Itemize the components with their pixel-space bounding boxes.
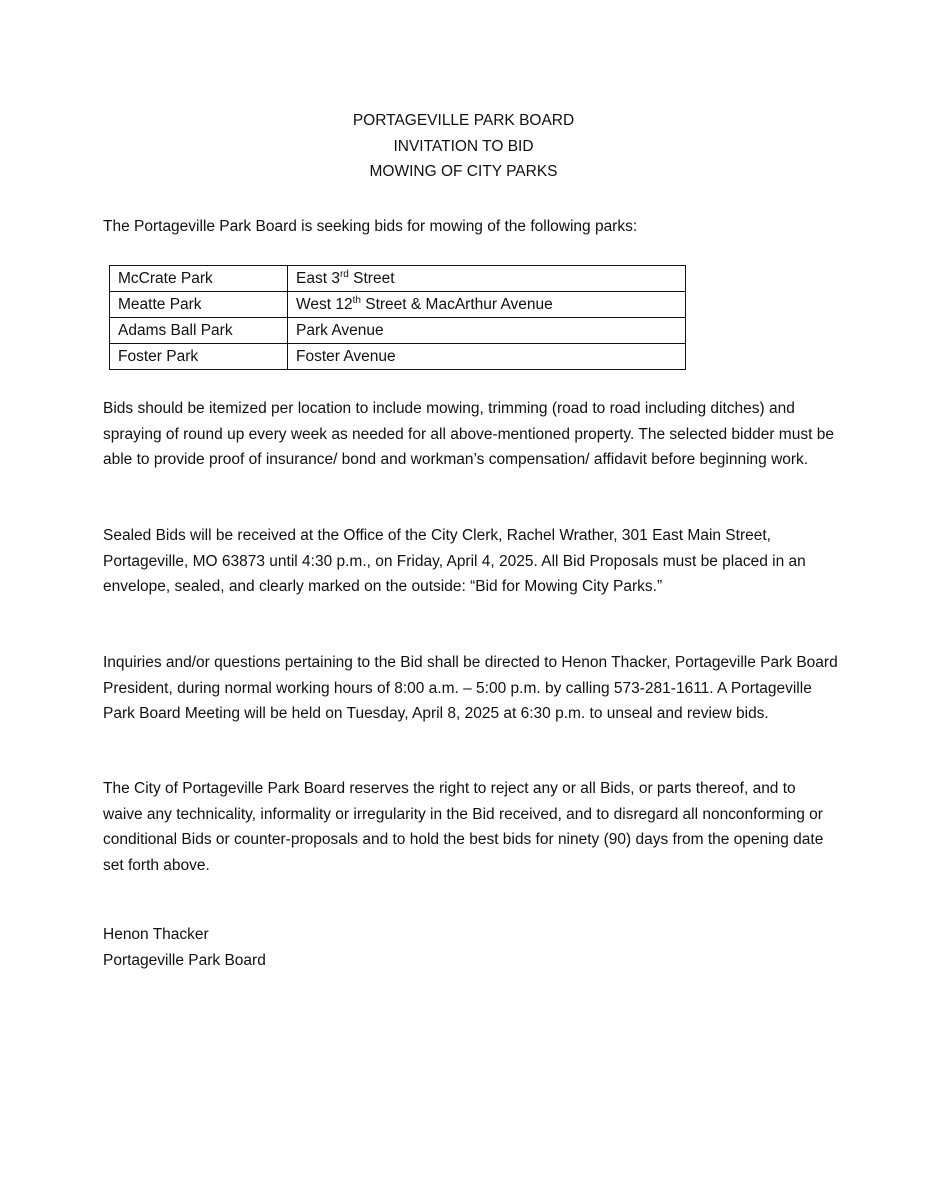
- table-row: [110, 292, 686, 318]
- park-name: Adams Ball Park: [110, 318, 288, 344]
- signatory-name: Henon Thacker: [103, 926, 209, 943]
- inquiries-paragraph: Inquiries and/or questions pertaining to the Bid shall be directed to Henon Thacker, Portageville Park Board President, during normal working hours of 8:00 a.m. – 5:00 p.m. by calling 573-281-1611. A Portageville Park Board Meeting will be held on Tuesday, April 8, 2025 at 6:30 p.m. to unseal and review bids.: [103, 654, 838, 722]
- location-ordinal: th: [352, 294, 361, 306]
- table-row: [110, 318, 686, 344]
- header-organization: PORTAGEVILLE PARK BOARD: [352, 112, 575, 129]
- park-location: [288, 344, 686, 370]
- rights-reserved-paragraph: The City of Portageville Park Board reserves the right to reject any or all Bids, or parts thereof, and to waive any technicality, informality or irregularity in the Bid received, and to disregard all nonconforming or conditional Bids or counter-proposals and to hold the best bids for ninety (90) days from the opening date set forth above.: [103, 780, 824, 874]
- bid-requirements-paragraph: Bids should be itemized per location to include mowing, trimming (road to road including ditches) and spraying of round up every week as needed for all above-mentioned property. The selected bidder must be able to provide proof of insurance/ bond and workman’s compensation/ affidavit before beginning work.: [103, 400, 834, 468]
- sealed-bids-paragraph: Sealed Bids will be received at the Office of the City Clerk, Rachel Wrather, 301 East Main Street, Portageville, MO 63873 until 4:30 p.m., on Friday, April 4, 2025. All Bid Proposals must be placed in an envelope, sealed, and clearly marked on the outside: “Bid for Mowing City Parks.”: [103, 527, 806, 595]
- header-invitation: INVITATION TO BID: [393, 137, 534, 155]
- location-text: Park Avenue: [296, 321, 384, 339]
- park-location: [288, 292, 686, 318]
- header-subject: MOWING OF CITY PARKS: [369, 163, 558, 180]
- park-location: [288, 318, 686, 344]
- location-text: Foster Avenue: [296, 347, 396, 365]
- location-text: Street: [348, 269, 395, 287]
- park-name: Foster Park: [110, 344, 288, 370]
- location-text: East 3: [296, 269, 340, 287]
- document-header: [0, 108, 927, 185]
- signatory-organization: Portageville Park Board: [103, 951, 266, 969]
- table-row: [110, 266, 686, 292]
- signature-block: [103, 922, 266, 973]
- table-row: [110, 344, 686, 370]
- park-name: McCrate Park: [110, 266, 288, 292]
- park-location: [288, 266, 686, 292]
- location-ordinal: rd: [339, 268, 349, 280]
- parks-table: [109, 265, 686, 370]
- park-name: Meatte Park: [110, 292, 288, 318]
- location-text: Street & MacArthur Avenue: [360, 295, 553, 313]
- intro-text: The Portageville Park Board is seeking bids for mowing of the following parks:: [103, 218, 638, 235]
- location-text: West 12: [296, 295, 353, 313]
